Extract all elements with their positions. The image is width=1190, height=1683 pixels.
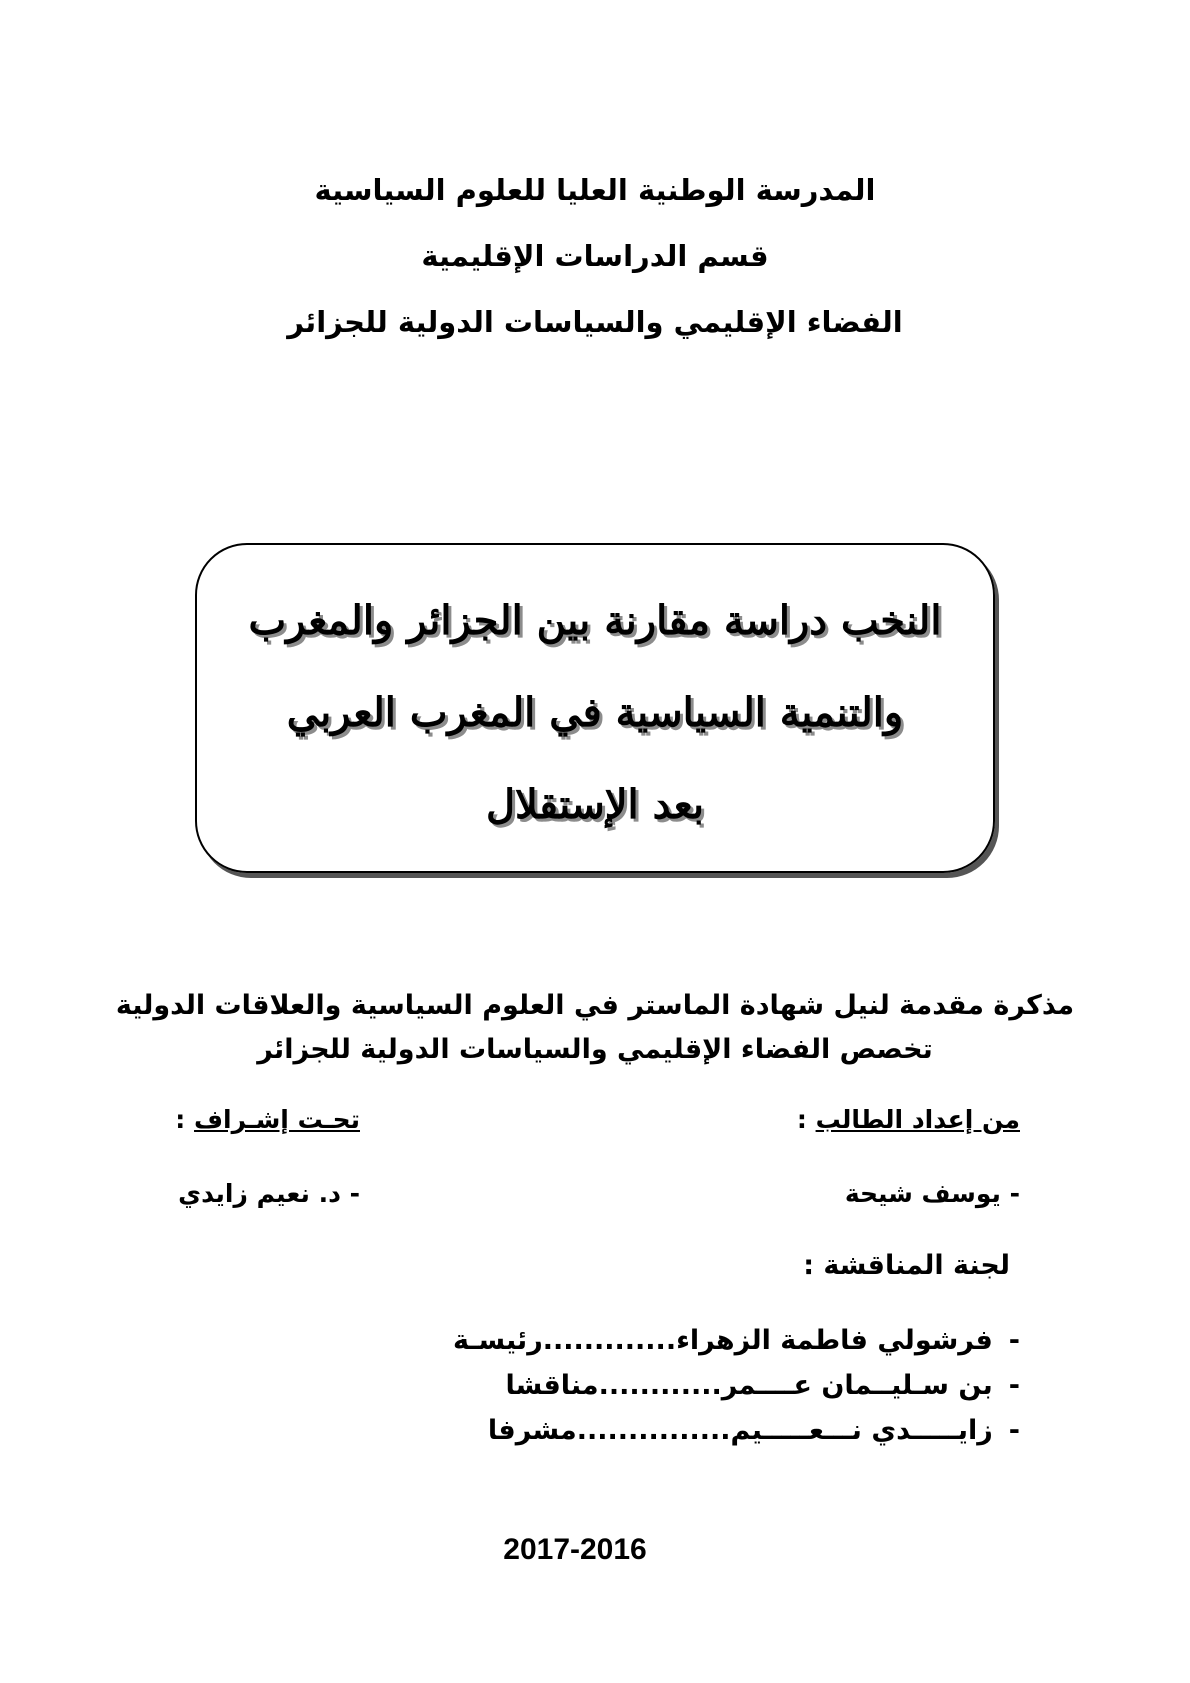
- memo-specialization: تخصص الفضاء الإقليمي والسياسات الدولية للجزائر: [257, 1034, 933, 1065]
- committee-member-text: بن سـليــمان عــــمر............مناقشا: [505, 1370, 993, 1401]
- thesis-title-line-3: بعد الإستقلال: [485, 781, 705, 828]
- committee-member-1: [453, 1322, 1020, 1360]
- committee-member-text: فرشولي فاطمة الزهراء.............رئيسـة: [452, 1325, 993, 1356]
- list-dash: -: [1008, 1325, 1020, 1356]
- school-name: المدرسة الوطنية العليا للعلوم السياسية: [314, 173, 876, 207]
- prepared-by-text: من إعداد الطالب: [815, 1105, 1020, 1134]
- committee-label: لجنة المناقشة :: [803, 1250, 1010, 1281]
- student-name: - يوسف شيحة: [844, 1179, 1020, 1208]
- list-dash: -: [1008, 1415, 1020, 1446]
- committee-member-2: [505, 1367, 1020, 1405]
- prepared-by-label: [797, 1103, 1020, 1137]
- committee-member-3: [488, 1412, 1020, 1450]
- academic-year: 2017-2016: [503, 1533, 647, 1566]
- committee-member-text: زايـــــدي نـــعـــــيم...............مشرفا: [487, 1415, 993, 1446]
- prepared-by-colon: :: [796, 1105, 807, 1134]
- thesis-title-line-1: النخب دراسة مقارنة بين الجزائر والمغرب: [248, 597, 942, 644]
- department-name: قسم الدراسات الإقليمية: [421, 239, 769, 273]
- thesis-title-line-2: والتنمية السياسية في المغرب العربي: [286, 689, 904, 736]
- supervision-text: تحـت إشـراف: [194, 1105, 360, 1134]
- thesis-title-box: [195, 543, 995, 873]
- supervisor-name: - د. نعيم زايدي: [178, 1179, 360, 1208]
- list-dash: -: [1008, 1370, 1020, 1401]
- supervision-colon: :: [175, 1105, 186, 1134]
- program-name: الفضاء الإقليمي والسياسات الدولية للجزائر: [287, 305, 903, 339]
- supervision-label: [175, 1103, 360, 1137]
- memo-description: مذكرة مقدمة لنيل شهادة الماستر في العلوم السياسية والعلاقات الدولية: [115, 990, 1075, 1021]
